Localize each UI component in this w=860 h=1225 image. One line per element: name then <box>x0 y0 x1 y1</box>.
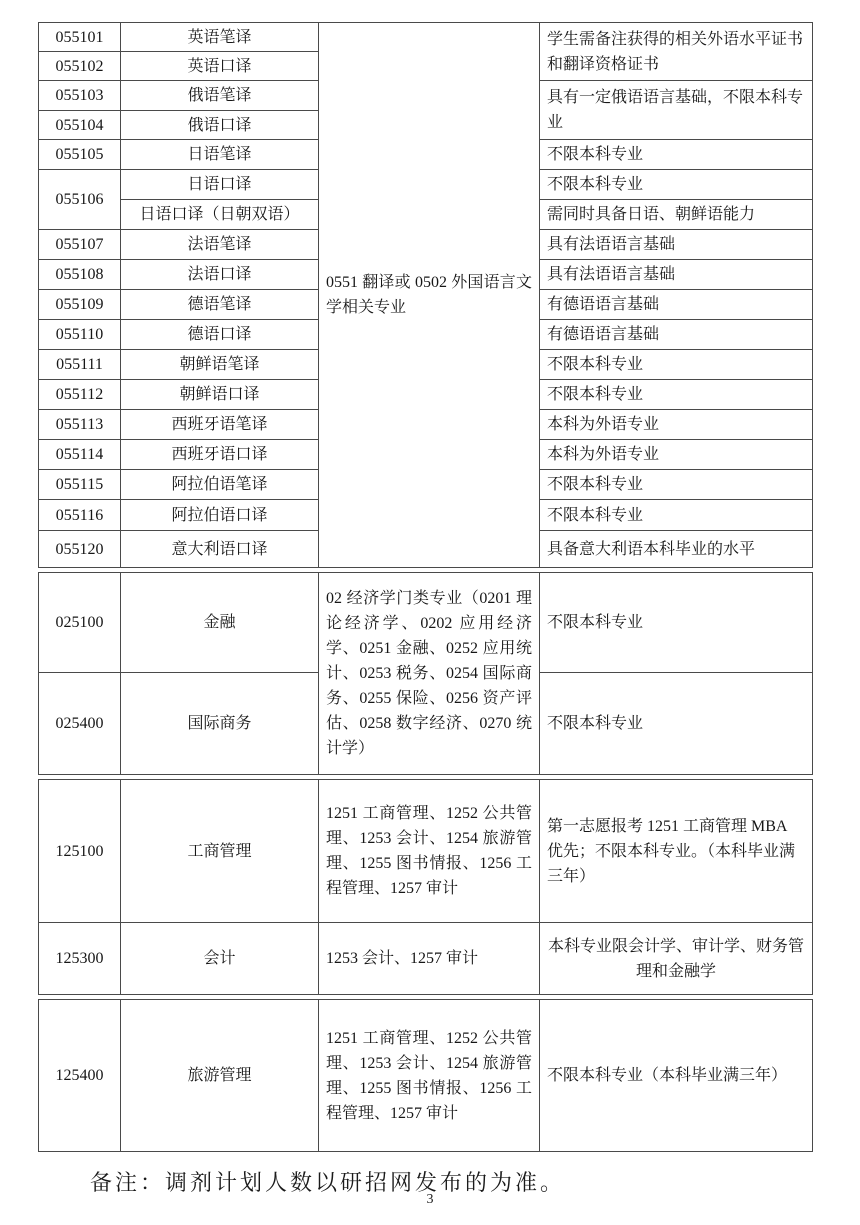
code-cell: 055107 <box>39 230 121 260</box>
page-number: 3 <box>426 1192 434 1207</box>
code-cell: 125400 <box>39 1000 121 1152</box>
major-name-cell: 西班牙语口译 <box>121 440 319 470</box>
tourism-program-table <box>38 999 813 1152</box>
code-cell: 025400 <box>39 673 121 775</box>
code-cell: 055112 <box>39 380 121 410</box>
major-name-cell: 国际商务 <box>121 673 319 775</box>
major-name-cell: 日语笔译 <box>121 140 319 170</box>
major-name-cell: 工商管理 <box>121 780 319 923</box>
remark-cell: 具有法语语言基础 <box>540 230 813 260</box>
remark-cell: 不限本科专业 <box>540 470 813 500</box>
table-row <box>39 573 813 673</box>
major-name-cell: 西班牙语笔译 <box>121 410 319 440</box>
code-cell: 055113 <box>39 410 121 440</box>
code-cell: 125300 <box>39 923 121 995</box>
major-name-cell: 旅游管理 <box>121 1000 319 1152</box>
related-major-cell: 0551 翻译或 0502 外国语言文学相关专业 <box>319 23 540 568</box>
table-row <box>39 23 813 52</box>
remark-cell: 不限本科专业 <box>540 350 813 380</box>
major-name-cell: 俄语笔译 <box>121 81 319 111</box>
remark-cell: 不限本科专业 <box>540 500 813 531</box>
major-name-cell: 英语口译 <box>121 52 319 81</box>
remark-cell: 有德语语言基础 <box>540 290 813 320</box>
related-major-cell: 02 经济学门类专业（0201 理论经济学、0202 应用经济学、0251 金融、0252 应用统计、0253 税务、0254 国际商务、0255 保险、0256 资产评估、0258 数字经济、0270 统计学） <box>319 573 540 775</box>
remark-cell: 具备意大利语本科毕业的水平 <box>540 531 813 568</box>
major-name-cell: 日语口译 <box>121 170 319 200</box>
remark-cell: 具有一定俄语语言基础，不限本科专业 <box>540 81 813 140</box>
code-cell: 055120 <box>39 531 121 568</box>
code-cell: 055110 <box>39 320 121 350</box>
code-cell: 055102 <box>39 52 121 81</box>
major-name-cell: 俄语口译 <box>121 111 319 140</box>
economics-programs-table <box>38 572 813 775</box>
remark-cell: 有德语语言基础 <box>540 320 813 350</box>
major-name-cell: 法语笔译 <box>121 230 319 260</box>
remark-cell: 本科为外语专业 <box>540 410 813 440</box>
remark-cell: 不限本科专业（本科毕业满三年） <box>540 1000 813 1152</box>
major-name-cell: 会计 <box>121 923 319 995</box>
major-name-cell: 朝鲜语笔译 <box>121 350 319 380</box>
major-name-cell: 日语口译（日朝双语） <box>121 200 319 230</box>
code-cell: 025100 <box>39 573 121 673</box>
major-name-cell: 英语笔译 <box>121 23 319 52</box>
major-name-cell: 意大利语口译 <box>121 531 319 568</box>
code-cell: 055115 <box>39 470 121 500</box>
code-cell: 125100 <box>39 780 121 923</box>
management-programs-table <box>38 779 813 995</box>
code-cell: 055109 <box>39 290 121 320</box>
code-cell: 055111 <box>39 350 121 380</box>
related-major-cell: 1251 工商管理、1252 公共管理、1253 会计、1254 旅游管理、1255 图书情报、1256 工程管理、1257 审计 <box>319 780 540 923</box>
major-name-cell: 阿拉伯语口译 <box>121 500 319 531</box>
remark-cell: 第一志愿报考 1251 工商管理 MBA 优先；不限本科专业。（本科毕业满三年） <box>540 780 813 923</box>
major-name-cell: 朝鲜语口译 <box>121 380 319 410</box>
major-name-cell: 德语口译 <box>121 320 319 350</box>
table-row <box>39 923 813 995</box>
code-cell: 055116 <box>39 500 121 531</box>
code-cell: 055103 <box>39 81 121 111</box>
major-name-cell: 德语笔译 <box>121 290 319 320</box>
major-name-cell: 阿拉伯语笔译 <box>121 470 319 500</box>
remark-cell: 不限本科专业 <box>540 170 813 200</box>
footnote: 备注：调剂计划人数以研招网发布的为准。 <box>90 1170 566 1195</box>
code-cell: 055104 <box>39 111 121 140</box>
document-page <box>38 22 812 1198</box>
major-name-cell: 金融 <box>121 573 319 673</box>
remark-cell: 本科为外语专业 <box>540 440 813 470</box>
related-major-cell: 1253 会计、1257 审计 <box>319 923 540 995</box>
table-row <box>39 1000 813 1152</box>
remark-cell: 需同时具备日语、朝鲜语能力 <box>540 200 813 230</box>
remark-cell: 不限本科专业 <box>540 673 813 775</box>
remark-cell: 具有法语语言基础 <box>540 260 813 290</box>
code-cell: 055106 <box>39 170 121 230</box>
table-row <box>39 780 813 923</box>
code-cell: 055105 <box>39 140 121 170</box>
code-cell: 055101 <box>39 23 121 52</box>
major-name-cell: 法语口译 <box>121 260 319 290</box>
remark-cell: 不限本科专业 <box>540 140 813 170</box>
related-major-cell: 1251 工商管理、1252 公共管理、1253 会计、1254 旅游管理、1255 图书情报、1256 工程管理、1257 审计 <box>319 1000 540 1152</box>
code-cell: 055108 <box>39 260 121 290</box>
remark-cell: 学生需备注获得的相关外语水平证书和翻译资格证书 <box>540 23 813 81</box>
remark-cell: 不限本科专业 <box>540 573 813 673</box>
translation-programs-table <box>38 22 813 568</box>
remark-cell: 不限本科专业 <box>540 380 813 410</box>
code-cell: 055114 <box>39 440 121 470</box>
remark-cell: 本科专业限会计学、审计学、财务管理和金融学 <box>540 923 813 995</box>
